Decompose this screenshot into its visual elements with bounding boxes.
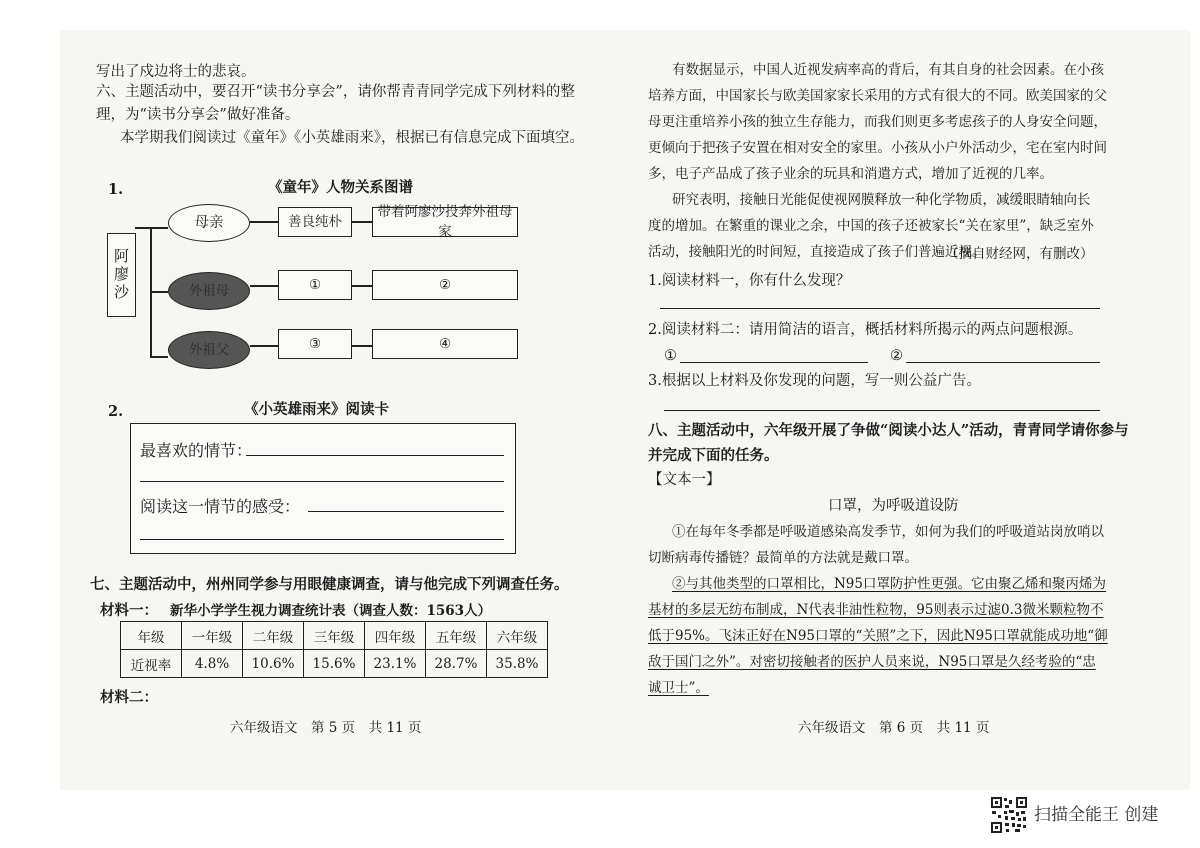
vision-survey-table — [120, 621, 548, 678]
question-1: 1.阅读材料一，你有什么发现？ — [648, 273, 851, 289]
table-cell: 28.7% — [426, 650, 487, 678]
q2-blank-1-label: ① — [664, 348, 677, 364]
connector — [135, 227, 151, 229]
blank-3-box: ③ — [278, 329, 352, 359]
table-header-cell: 三年级 — [304, 622, 365, 650]
row1-event-box: 带着阿廖沙投奔外祖母家 — [372, 207, 518, 237]
table-cell: 23.1% — [365, 650, 426, 678]
answer-line — [906, 362, 1100, 363]
question-3: 3.根据以上材料及你发现的问题，写一则公益广告。 — [648, 373, 981, 389]
material1-label: 材料一： — [100, 602, 158, 619]
material2-label: 材料二： — [100, 689, 158, 706]
item1-title: 《童年》人物关系图谱 — [268, 179, 413, 196]
table-cell: 35.8% — [487, 650, 548, 678]
para2-line: 活动，接触阳光的时间短，直接造成了孩子们普遍近视。 — [648, 244, 986, 260]
para1-line: 母更注重培养小孩的独立生存能力，而我们则更多考虑孩子的人身安全问题， — [648, 114, 1107, 130]
table-row — [121, 650, 548, 678]
article-p2-line: 敌于国门之外”。对密切接触者的医护人员来说，N95口罩是久经考验的“忠 — [648, 654, 1096, 670]
oval-grandfather: 外祖父 — [168, 331, 250, 369]
table-cell: 10.6% — [243, 650, 304, 678]
oval-grandmother: 外祖母 — [168, 272, 250, 310]
answer-line — [140, 481, 504, 482]
table-header-cell: 一年级 — [182, 622, 243, 650]
para1-line: 多，电子产品成了孩子业余的玩具和消遣方式，增加了近视的几率。 — [648, 166, 1053, 182]
item2-title: 《小英雄雨来》阅读卡 — [244, 401, 389, 418]
left-page-footer: 六年级语文 第 5 页 共 11 页 — [230, 720, 422, 736]
table-cell: 15.6% — [304, 650, 365, 678]
table-header-row — [121, 622, 548, 650]
blank-1-box: ① — [278, 270, 352, 300]
center-character-box: 阿廖沙 — [107, 233, 136, 317]
section6-title-2: 理，为“读书分享会”做好准备。 — [96, 107, 300, 123]
item2-number: 2. — [108, 403, 124, 420]
para1-line: 培养方面，中国家长与欧美国家家长采用的方式有很大的不同。欧美国家的父 — [648, 88, 1107, 104]
question-2: 2.阅读材料二：请用简洁的语言，概括材料所揭示的两点问题根源。 — [648, 322, 1083, 338]
article-title: 口罩，为呼吸道设防 — [828, 498, 959, 514]
answer-line — [308, 511, 504, 512]
table-cell: 4.8% — [182, 650, 243, 678]
q2-blank-2-label: ② — [890, 348, 903, 364]
card-label-favorite: 最喜欢的情节： — [140, 441, 253, 460]
answer-line — [680, 362, 868, 363]
connector — [250, 285, 278, 287]
para1-line: 有数据显示，中国人近视发病率高的背后，有其自身的社会因素。在小孩 — [672, 62, 1104, 78]
answer-line — [140, 539, 504, 540]
connector — [150, 227, 168, 229]
left-top-line: 写出了戍边将士的悲哀。 — [96, 64, 256, 80]
section7-title: 七、主题活动中，州州同学参与用眼健康调查，请与他完成下列调查任务。 — [90, 576, 569, 593]
para2-line: 研究表明，接触日光能促使视网膜释放一种化学物质，减缓眼睛轴向长 — [672, 192, 1091, 208]
item1-number: 1. — [108, 181, 124, 198]
article-p2-line: 低于95%。飞沫正好在N95口罩的“关照”之下，因此N95口罩就能成功地“御 — [648, 628, 1108, 644]
row1-trait-box: 善良纯朴 — [278, 207, 352, 237]
blank-2-box: ② — [372, 270, 518, 300]
answer-line — [664, 410, 1100, 411]
connector — [352, 345, 372, 347]
answer-line — [246, 455, 504, 456]
section6-intro: 本学期我们阅读过《童年》《小英雄雨来》，根据已有信息完成下面填空。 — [120, 130, 584, 146]
table-header-cell: 四年级 — [365, 622, 426, 650]
connector — [352, 221, 372, 223]
blank-4-box: ④ — [372, 329, 518, 359]
section6-title-1: 六、主题活动中，要召开“读书分享会”，请你帮青青同学完成下列材料的整 — [96, 84, 575, 100]
article-p1-line: ①在每年冬季都是呼吸道感染高发季节，如何为我们的呼吸道站岗放哨以 — [672, 524, 1104, 540]
qr-code-icon — [990, 796, 1028, 834]
section8-title-1: 八、主题活动中，六年级开展了争做“阅读小达人”活动，青青同学请你参与 — [648, 422, 1129, 439]
para2-line: 度的增加。在繁重的课业之余，中国的孩子还被家长“关在家里”，缺乏室外 — [648, 218, 1094, 234]
section8-title-2: 并完成下面的任务。 — [648, 447, 779, 464]
article-p2-line: ②与其他类型的口罩相比，N95口罩防护性更强。它由聚乙烯和聚丙烯为 — [672, 576, 1106, 592]
table-header-cell: 二年级 — [243, 622, 304, 650]
material1-title: 新华小学学生视力调查统计表（调查人数：1563人） — [170, 603, 492, 619]
connector — [250, 221, 278, 223]
article-p2-line: 基材的多层无纺布制成，N代表非油性粒物，95则表示过滤0.3微米颗粒物不 — [648, 602, 1104, 618]
table-header-cell: 五年级 — [426, 622, 487, 650]
oval-mother: 母亲 — [168, 204, 250, 242]
para1-line: 更倾向于把孩子安置在相对安全的家里。小孩从小户外活动少，宅在室内时间 — [648, 140, 1107, 156]
connector — [150, 291, 168, 293]
card-label-feeling: 阅读这一情节的感受： — [140, 497, 301, 516]
connector — [352, 285, 372, 287]
right-page-footer: 六年级语文 第 6 页 共 11 页 — [798, 720, 990, 736]
article-p2-line: 诚卫士”。 — [648, 680, 709, 696]
scanner-watermark: 扫描全能王 创建 — [1034, 805, 1159, 825]
connector — [150, 356, 168, 358]
table-header-cell: 年级 — [121, 622, 182, 650]
text-one-label: 【文本一】 — [648, 472, 721, 488]
source-note: （摘自财经网，有删改） — [945, 246, 1094, 262]
answer-line — [660, 308, 1100, 309]
article-p1-line: 切断病毒传播链？最简单的方法就是戴口罩。 — [648, 550, 918, 566]
table-cell: 近视率 — [121, 650, 182, 678]
connector — [250, 345, 278, 347]
table-header-cell: 六年级 — [487, 622, 548, 650]
